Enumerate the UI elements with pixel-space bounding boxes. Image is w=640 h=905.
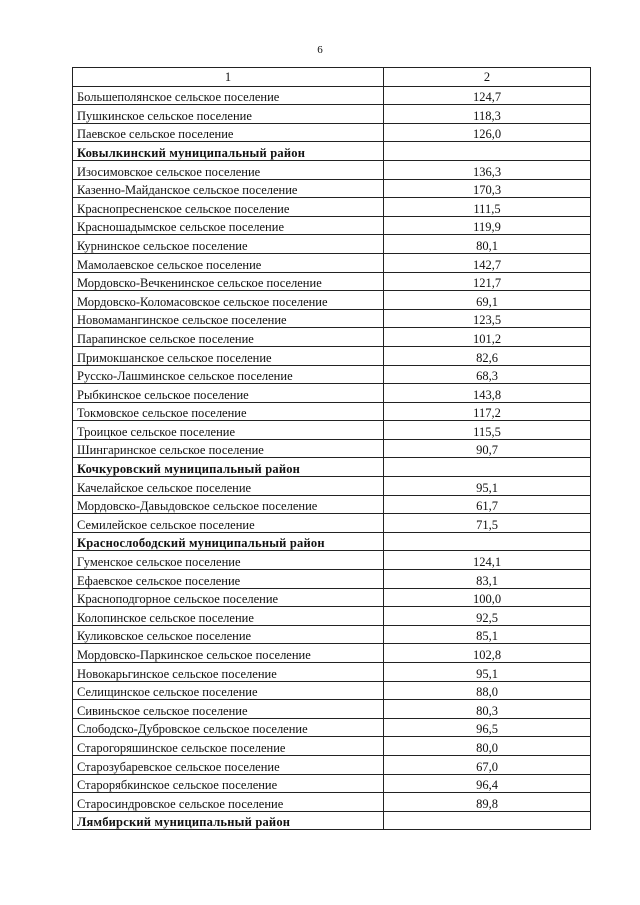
- settlement-name: Большеполянское сельское поселение: [73, 86, 384, 105]
- district-row: [73, 142, 591, 161]
- settlement-name: Паевское сельское поселение: [73, 123, 384, 142]
- settlement-name: Примокшанское сельское поселение: [73, 346, 384, 365]
- settlement-name: Мордовско-Коломасовское сельское поселение: [73, 291, 384, 310]
- settlement-name: Сивиньское сельское поселение: [73, 700, 384, 719]
- settlement-value: 68,3: [384, 365, 591, 384]
- settlements-table: [72, 67, 591, 830]
- page-number: 6: [317, 44, 323, 56]
- settlement-value: 123,5: [384, 309, 591, 328]
- table-row: [73, 86, 591, 105]
- settlement-value: 80,0: [384, 737, 591, 756]
- settlement-name: Старозубаревское сельское поселение: [73, 755, 384, 774]
- table-row: [73, 328, 591, 347]
- table-row: [73, 477, 591, 496]
- table-row: [73, 216, 591, 235]
- settlement-name: Старогоряшинское сельское поселение: [73, 737, 384, 756]
- settlement-value: 88,0: [384, 681, 591, 700]
- settlement-name: Старосиндровское сельское поселение: [73, 793, 384, 812]
- district-row: [73, 811, 591, 830]
- district-name: Ковылкинский муниципальный район: [73, 142, 384, 161]
- settlement-value: 83,1: [384, 570, 591, 589]
- table-row: [73, 607, 591, 626]
- settlement-name: Качелайское сельское поселение: [73, 477, 384, 496]
- settlement-name: Красношадымское сельское поселение: [73, 216, 384, 235]
- settlement-name: Мамолаевское сельское поселение: [73, 253, 384, 272]
- settlement-value: [384, 532, 591, 551]
- settlement-value: 111,5: [384, 198, 591, 217]
- settlement-value: 89,8: [384, 793, 591, 812]
- column-header-1: 1: [73, 68, 384, 87]
- settlement-value: [384, 458, 591, 477]
- settlement-value: 61,7: [384, 495, 591, 514]
- settlement-name: Токмовское сельское поселение: [73, 402, 384, 421]
- settlement-name: Новокарьгинское сельское поселение: [73, 663, 384, 682]
- settlement-name: Гуменское сельское поселение: [73, 551, 384, 570]
- table-row: [73, 179, 591, 198]
- settlement-name: Колопинское сельское поселение: [73, 607, 384, 626]
- table-row: [73, 755, 591, 774]
- settlement-value: [384, 811, 591, 830]
- settlement-name: Семилейское сельское поселение: [73, 514, 384, 533]
- settlement-value: 95,1: [384, 477, 591, 496]
- table-row: [73, 402, 591, 421]
- settlement-name: Мордовско-Давыдовское сельское поселение: [73, 495, 384, 514]
- settlement-value: 92,5: [384, 607, 591, 626]
- table-body: [73, 68, 591, 830]
- table-row: [73, 718, 591, 737]
- settlement-value: 121,7: [384, 272, 591, 291]
- table-row: [73, 495, 591, 514]
- settlement-name: Казенно-Майданское сельское поселение: [73, 179, 384, 198]
- settlement-value: 143,8: [384, 384, 591, 403]
- table-row: [73, 663, 591, 682]
- settlement-value: 102,8: [384, 644, 591, 663]
- settlement-value: 126,0: [384, 123, 591, 142]
- table-row: [73, 625, 591, 644]
- table-row: [73, 309, 591, 328]
- settlement-value: 71,5: [384, 514, 591, 533]
- settlement-name: Троицкое сельское поселение: [73, 421, 384, 440]
- table-row: [73, 644, 591, 663]
- table-row: [73, 365, 591, 384]
- settlement-name: Мордовско-Вечкенинское сельское поселение: [73, 272, 384, 291]
- settlement-name: Старорябкинское сельское поселение: [73, 774, 384, 793]
- settlement-value: 96,4: [384, 774, 591, 793]
- table-row: [73, 588, 591, 607]
- table-row: [73, 253, 591, 272]
- table-header-row: [73, 68, 591, 87]
- settlement-value: 96,5: [384, 718, 591, 737]
- settlement-value: 119,9: [384, 216, 591, 235]
- settlement-name: Мордовско-Паркинское сельское поселение: [73, 644, 384, 663]
- district-name: Лямбирский муниципальный район: [73, 811, 384, 830]
- settlement-value: 82,6: [384, 346, 591, 365]
- settlement-value: 85,1: [384, 625, 591, 644]
- settlement-name: Курнинское сельское поселение: [73, 235, 384, 254]
- settlement-value: 136,3: [384, 160, 591, 179]
- table-row: [73, 514, 591, 533]
- table-row: [73, 160, 591, 179]
- table-row: [73, 774, 591, 793]
- table-row: [73, 291, 591, 310]
- settlement-name: Красноподгорное сельское поселение: [73, 588, 384, 607]
- settlement-name: Шингаринское сельское поселение: [73, 439, 384, 458]
- settlement-name: Куликовское сельское поселение: [73, 625, 384, 644]
- table-row: [73, 198, 591, 217]
- table-row: [73, 123, 591, 142]
- settlement-value: 67,0: [384, 755, 591, 774]
- settlement-name: Новомамангинское сельское поселение: [73, 309, 384, 328]
- table-row: [73, 681, 591, 700]
- table-row: [73, 570, 591, 589]
- settlement-name: Ефаевское сельское поселение: [73, 570, 384, 589]
- settlement-name: Пушкинское сельское поселение: [73, 105, 384, 124]
- settlement-value: 117,2: [384, 402, 591, 421]
- settlement-name: Селищинское сельское поселение: [73, 681, 384, 700]
- settlement-value: 170,3: [384, 179, 591, 198]
- settlement-value: 80,1: [384, 235, 591, 254]
- settlement-name: Краснопресненское сельское поселение: [73, 198, 384, 217]
- table-row: [73, 105, 591, 124]
- settlement-value: [384, 142, 591, 161]
- settlement-value: 115,5: [384, 421, 591, 440]
- settlement-name: Изосимовское сельское поселение: [73, 160, 384, 179]
- table-row: [73, 439, 591, 458]
- settlement-name: Русско-Лашминское сельское поселение: [73, 365, 384, 384]
- column-header-2: 2: [384, 68, 591, 87]
- settlement-value: 101,2: [384, 328, 591, 347]
- settlement-value: 90,7: [384, 439, 591, 458]
- district-name: Краснослободский муниципальный район: [73, 532, 384, 551]
- table-row: [73, 421, 591, 440]
- table-row: [73, 235, 591, 254]
- settlement-value: 142,7: [384, 253, 591, 272]
- table-row: [73, 384, 591, 403]
- settlement-value: 95,1: [384, 663, 591, 682]
- table-row: [73, 551, 591, 570]
- settlement-value: 118,3: [384, 105, 591, 124]
- district-row: [73, 458, 591, 477]
- settlement-value: 80,3: [384, 700, 591, 719]
- table-row: [73, 793, 591, 812]
- table-row: [73, 737, 591, 756]
- settlement-value: 124,1: [384, 551, 591, 570]
- settlement-name: Рыбкинское сельское поселение: [73, 384, 384, 403]
- table-row: [73, 346, 591, 365]
- settlement-value: 100,0: [384, 588, 591, 607]
- table-row: [73, 700, 591, 719]
- district-row: [73, 532, 591, 551]
- district-name: Кочкуровский муниципальный район: [73, 458, 384, 477]
- settlement-name: Парапинское сельское поселение: [73, 328, 384, 347]
- settlement-value: 69,1: [384, 291, 591, 310]
- settlement-name: Слободско-Дубровское сельское поселение: [73, 718, 384, 737]
- table-row: [73, 272, 591, 291]
- settlement-value: 124,7: [384, 86, 591, 105]
